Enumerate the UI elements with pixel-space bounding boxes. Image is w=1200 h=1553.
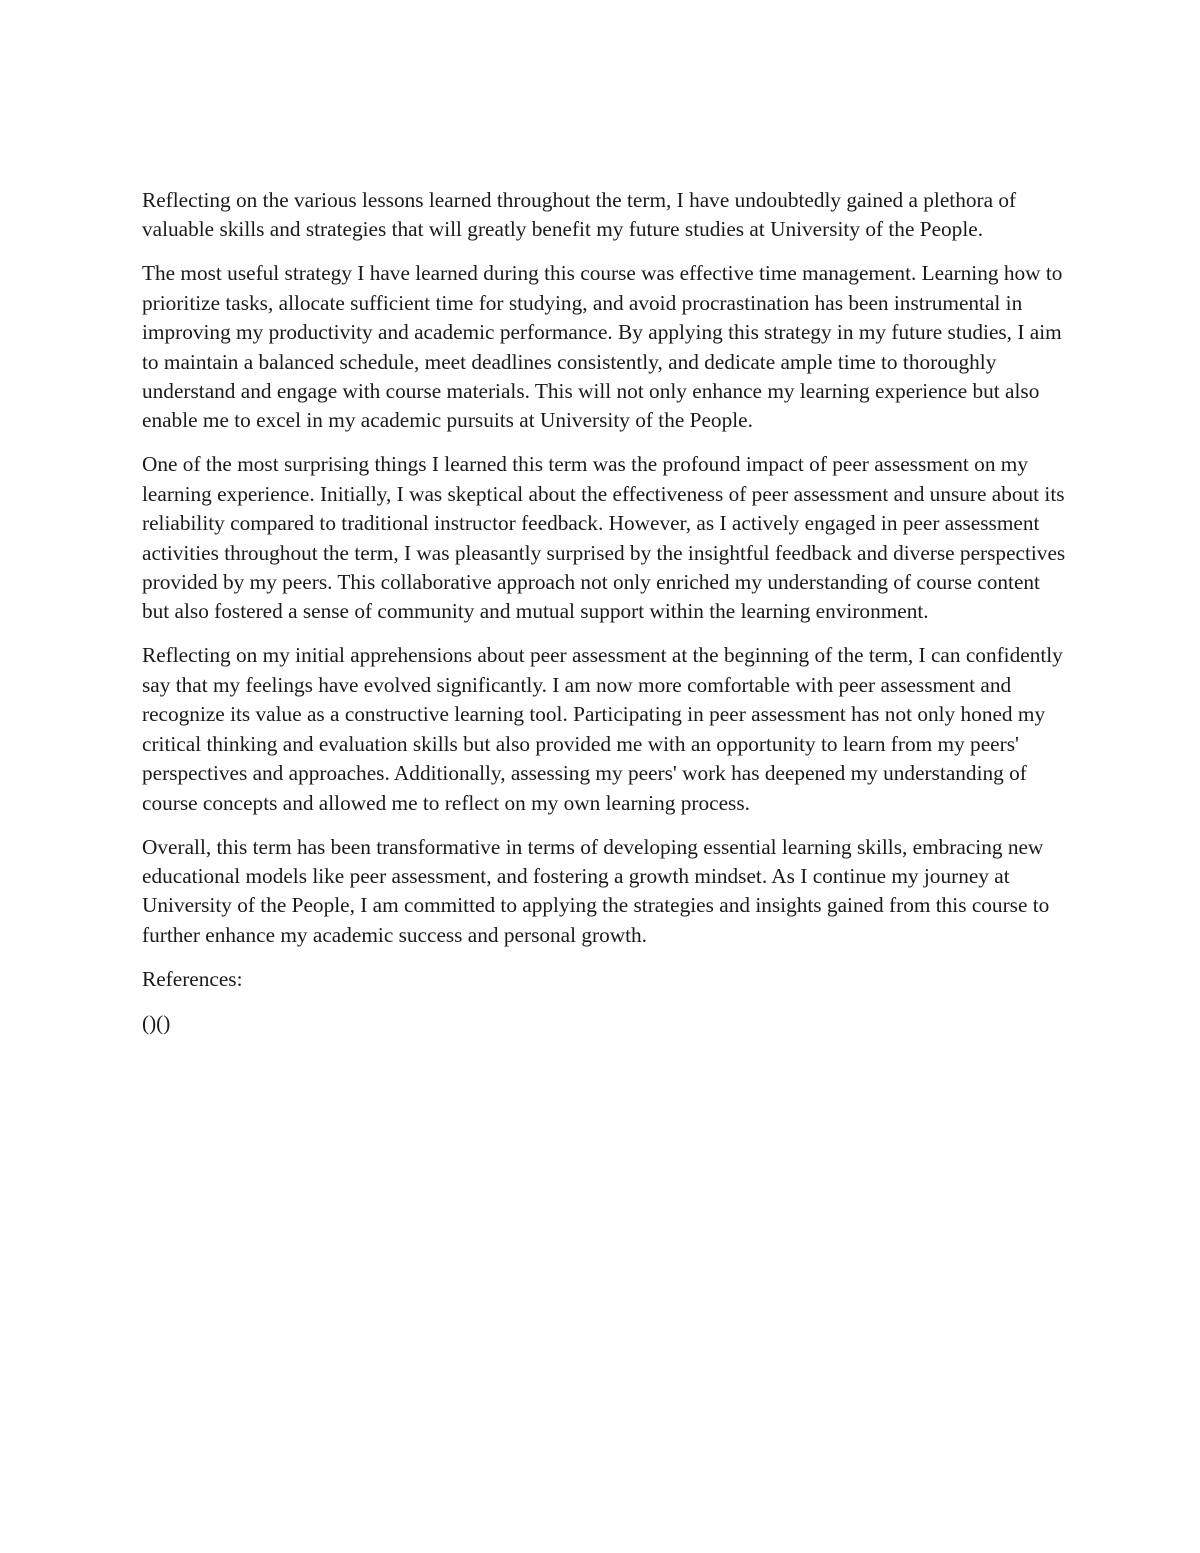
paragraph-conclusion: Overall, this term has been transformative in terms of developing essential learning skills, embracing new educational models like peer assessment, and fostering a growth mindset. As I continue my journey at University of the People, I am committed to applying the strategies and insights gained from this course to further enhance my academic success and personal growth. bbox=[142, 834, 1050, 947]
paragraph-peer-assessment-surprise: One of the most surprising things I learned this term was the profound impact of peer assessment on my learning experience. Initially, I was skeptical about the effectiveness of peer assessment and unsure about its reliability compared to traditional instructor feedback. However, as I actively engaged in peer assessment activities throughout the term, I was pleasantly surprised by the insightful feedback and diverse perspectives provided by my peers. This collaborative approach not only enriched my understanding of course content but also fostered a sense of community and mutual support within the learning environment. bbox=[142, 452, 1066, 624]
paragraph-time-management: The most useful strategy I have learned during this course was effective time management. Learning how to prioritize tasks, allocate sufficient time for studying, and avoid procrastination has been instrumental in improving my productivity and academic performance. By applying this strategy in my future studies, I aim to maintain a balanced schedule, meet deadlines consistently, and dedicate ample time to thoroughly understand and engage with course materials. This will not only enhance my learning experience but also enable me to excel in my academic pursuits at University of the People. bbox=[142, 261, 1063, 433]
document-body bbox=[142, 186, 1067, 1038]
paragraph-peer-assessment-feelings: Reflecting on my initial apprehensions about peer assessment at the beginning of the term, I can confidently say that my feelings have evolved significantly. I am now more comfortable with peer assessment and recognize its value as a constructive learning tool. Participating in peer assessment has not only honed my critical thinking and evaluation skills but also provided me with an opportunity to learn from my peers' perspectives and approaches. Additionally, assessing my peers' work has deepened my understanding of course concepts and allowed me to reflect on my own learning process. bbox=[142, 643, 1063, 815]
paragraph-intro: Reflecting on the various lessons learned throughout the term, I have undoubtedly gained a plethora of valuable skills and strategies that will greatly benefit my future studies at University of the People. bbox=[142, 188, 1017, 242]
references-entry: ()() bbox=[142, 1010, 171, 1035]
references-heading: References: bbox=[142, 966, 243, 991]
